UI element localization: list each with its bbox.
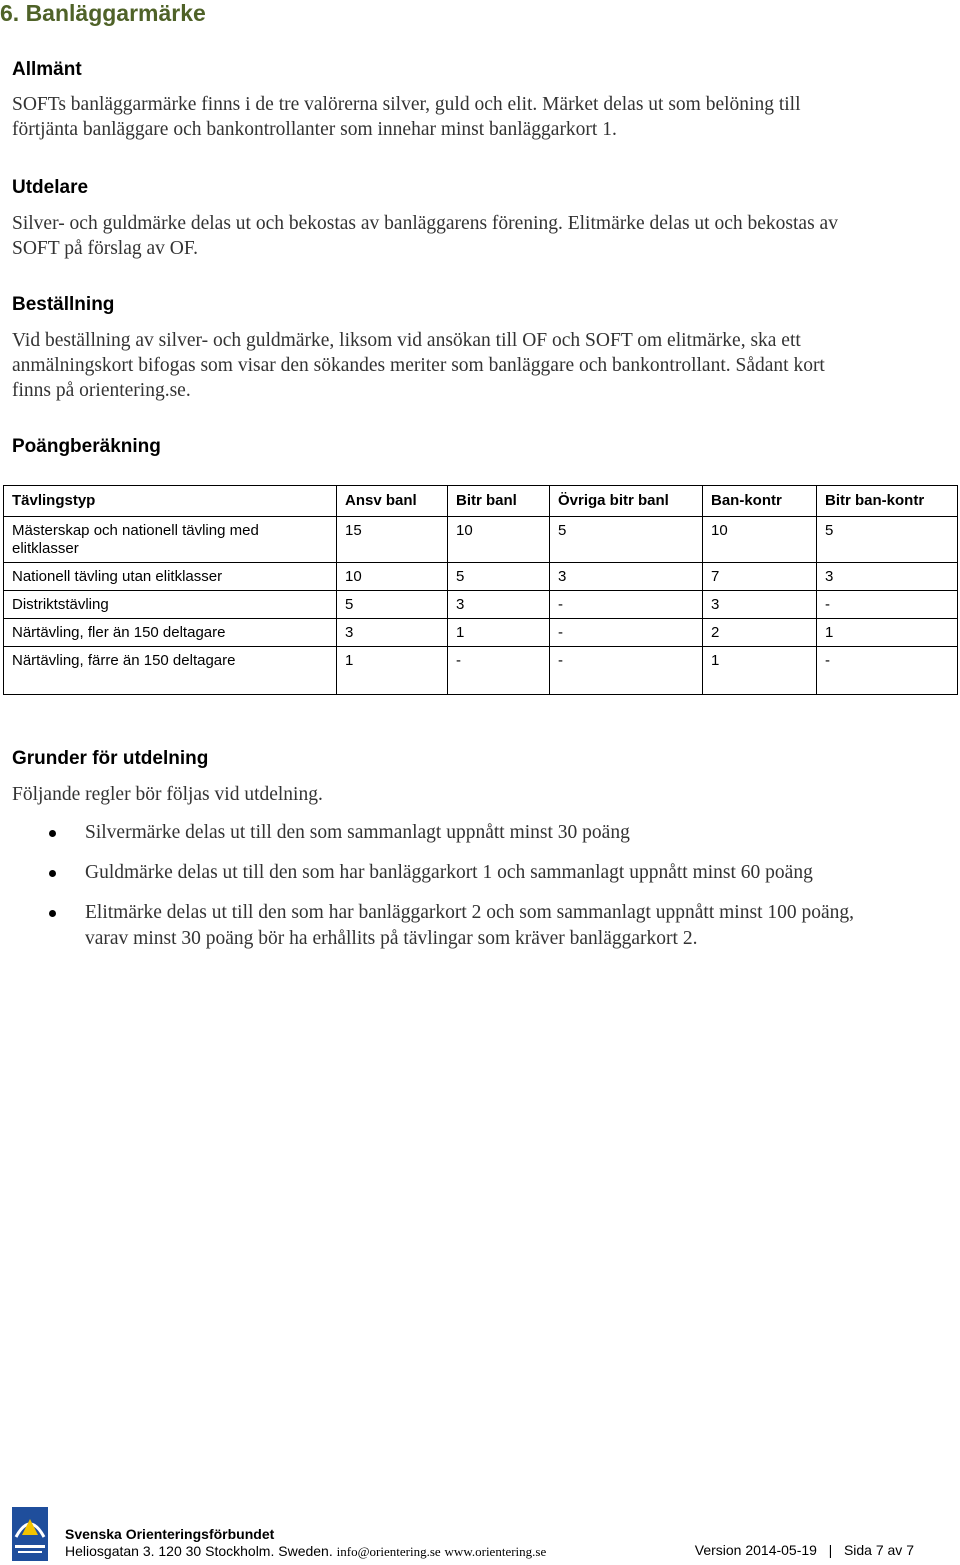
table-cell: Närtävling, färre än 150 deltagare	[4, 647, 337, 695]
table-header-cell: Ban-kontr	[703, 486, 817, 517]
table-cell: 5	[448, 563, 550, 591]
table-cell: 1	[703, 647, 817, 695]
bullet-icon	[49, 910, 56, 917]
table-header-cell: Tävlingstyp	[4, 486, 337, 517]
table-cell: -	[448, 647, 550, 695]
table-cell: Mästerskap och nationell tävling med elitklasser	[4, 517, 337, 563]
table-header-cell: Bitr banl	[448, 486, 550, 517]
table-cell: -	[550, 591, 703, 619]
table-cell: 3	[337, 619, 448, 647]
table-cell: 3	[550, 563, 703, 591]
list-item	[40, 900, 952, 952]
table-cell: Närtävling, fler än 150 deltagare	[4, 619, 337, 647]
footer-version-info	[695, 1542, 914, 1558]
footer-organization: Svenska Orienteringsförbundet	[65, 1526, 275, 1542]
paragraph-line: förtjänta banläggare och bankontrollanter som innehar minst banläggarkort 1.	[12, 119, 617, 140]
table-row	[4, 563, 958, 591]
table-cell: 10	[703, 517, 817, 563]
paragraph-line: Silver- och guldmärke delas ut och bekostas av banläggarens förening. Elitmärke delas ut och bekostas av	[12, 213, 838, 234]
table-cell: Nationell tävling utan elitklasser	[4, 563, 337, 591]
table-cell: -	[817, 591, 958, 619]
footer-web-link[interactable]: www.orientering.se	[444, 1544, 547, 1559]
page-title: 6. Banläggarmärke	[0, 0, 206, 26]
bullet-icon	[49, 870, 56, 877]
paragraph-line: Följande regler bör följas vid utdelning.	[12, 784, 323, 805]
heading-grunder: Grunder för utdelning	[12, 748, 209, 769]
list-item-text: varav minst 30 poäng bör ha erhållits på tävlingar som kräver banläggarkort 2.	[85, 928, 698, 949]
footer-email-link[interactable]: info@orientering.se	[336, 1544, 441, 1559]
table-row	[4, 619, 958, 647]
list-item-text: Guldmärke delas ut till den som har banläggarkort 1 och sammanlagt uppnått minst 60 poäng	[85, 862, 813, 883]
heading-poangberakning: Poängberäkning	[12, 436, 161, 457]
paragraph-utdelare	[12, 211, 952, 261]
list-item-text: Elitmärke delas ut till den som har banläggarkort 2 och som sammanlagt uppnått minst 100 poäng,	[85, 902, 855, 923]
footer-separator: |	[828, 1542, 833, 1558]
table-header-cell: Övriga bitr banl	[550, 486, 703, 517]
paragraph-bestallning	[12, 328, 952, 403]
table-cell: 10	[448, 517, 550, 563]
paragraph-allmant	[12, 92, 952, 142]
table-cell: 5	[817, 517, 958, 563]
footer-address-line	[65, 1543, 546, 1560]
table-cell: 1	[448, 619, 550, 647]
rules-list	[40, 820, 952, 966]
paragraph-line: SOFTs banläggarmärke finns i de tre valörerna silver, guld och elit. Märket delas ut som belöning till	[12, 94, 801, 115]
list-item	[40, 820, 952, 846]
table-cell: 5	[337, 591, 448, 619]
bullet-icon	[49, 830, 56, 837]
table-cell: 7	[703, 563, 817, 591]
paragraph-line: SOFT på förslag av OF.	[12, 238, 199, 259]
table-cell: 2	[703, 619, 817, 647]
points-table	[3, 485, 958, 695]
table-cell: 3	[448, 591, 550, 619]
table-cell: 3	[817, 563, 958, 591]
table-cell: -	[550, 619, 703, 647]
list-item-text: Silvermärke delas ut till den som sammanlagt uppnått minst 30 poäng	[85, 822, 630, 843]
paragraph-line: Vid beställning av silver- och guldmärke, liksom vid ansökan till OF och SOFT om elitmärke, ska ett	[12, 330, 801, 351]
footer-page-number: Sida 7 av 7	[843, 1542, 914, 1558]
table-header-cell: Ansv banl	[337, 486, 448, 517]
table-cell: 3	[703, 591, 817, 619]
paragraph-line: anmälningskort bifogas som visar den sökandes meriter som banläggare och bankontrollant. Sådant kort	[12, 355, 825, 376]
heading-utdelare: Utdelare	[12, 177, 89, 198]
table-cell: 1	[817, 619, 958, 647]
table-cell: 15	[337, 517, 448, 563]
paragraph-grunder	[12, 782, 952, 807]
table-cell: Distriktstävling	[4, 591, 337, 619]
table-cell: -	[550, 647, 703, 695]
table-row	[4, 647, 958, 695]
table-cell: -	[817, 647, 958, 695]
table-row	[4, 591, 958, 619]
table-header-row	[4, 486, 958, 517]
table-cell: 5	[550, 517, 703, 563]
footer-version: Version 2014-05-19	[694, 1542, 817, 1558]
heading-allmant: Allmänt	[12, 59, 82, 80]
svensk-orientering-logo-icon	[12, 1507, 48, 1561]
heading-bestallning: Beställning	[12, 294, 115, 315]
list-item	[40, 860, 952, 886]
table-header-cell: Bitr ban-kontr	[817, 486, 958, 517]
table-cell: 1	[337, 647, 448, 695]
logo-graphic	[12, 1507, 48, 1561]
footer-address: Heliosgatan 3. 120 30 Stockholm. Sweden.	[65, 1543, 333, 1559]
table-cell: 10	[337, 563, 448, 591]
paragraph-line: finns på orientering.se.	[12, 380, 191, 401]
table-row	[4, 517, 958, 563]
